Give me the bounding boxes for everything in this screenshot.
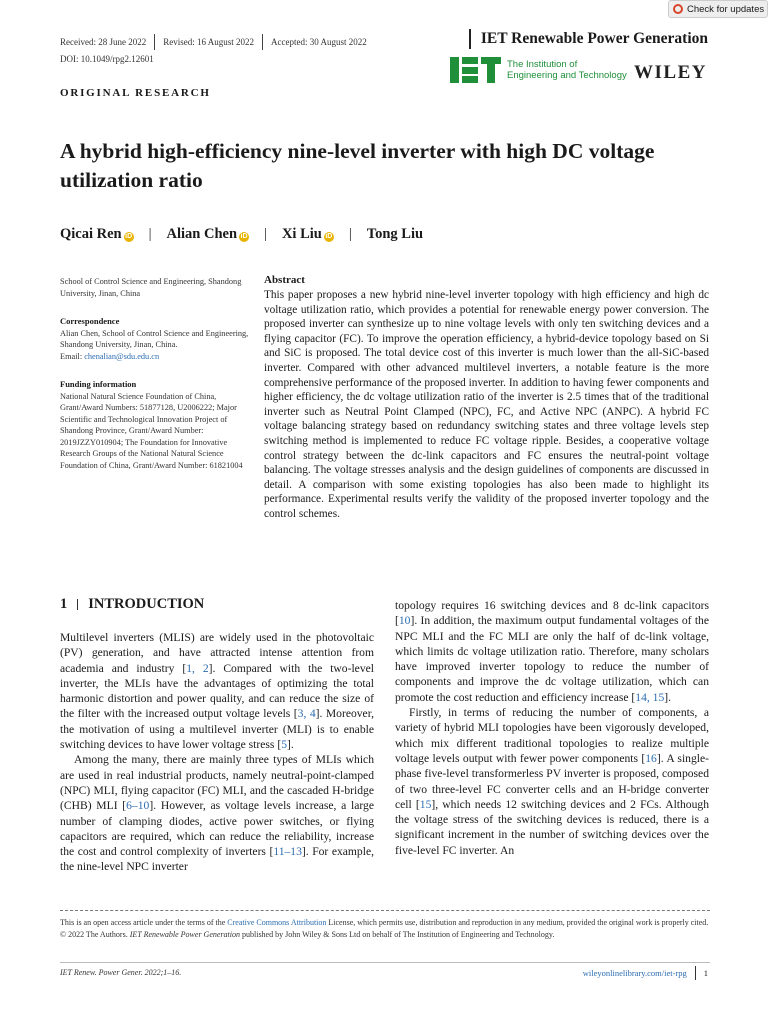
journal-italic: IET Renewable Power Generation — [129, 929, 240, 939]
revised-date: Revised: 16 August 2022 — [163, 37, 254, 47]
doi[interactable]: DOI: 10.1049/rpg2.12601 — [60, 54, 154, 64]
orcid-icon[interactable]: iD — [125, 233, 133, 240]
wiley-logo: WILEY — [634, 62, 707, 83]
journal-url-link[interactable]: wileyonlinelibrary.com/iet-rpg — [582, 968, 687, 978]
body-column-right — [395, 598, 709, 858]
iet-logo — [450, 57, 627, 83]
affiliation-text: School of Control Science and Engineering, Shandong University, Jinan, China — [60, 277, 242, 298]
iet-logo-icon — [450, 57, 501, 83]
author[interactable] — [367, 226, 423, 243]
citation-link[interactable]: 6–10 — [126, 799, 150, 813]
orcid-icon[interactable]: iD — [240, 233, 248, 240]
author-name: Xi Liu — [281, 226, 322, 242]
paragraph: Multilevel inverters (MLIS) are widely used in the photovoltaic (PV) generation, and have attracted intense attention from academia and industry [1, 2]. Compared with the two-level inverter, the MLIs have the advantages of optimizing the total harmonic distortion and power quality, and can reduce the size of the filter with the increased output voltage levels [3, 4]. Moreover, the motivation of using a multilevel inverter (MLI) is to enable switching devices to have lower voltage stress [5]. — [60, 631, 374, 752]
author-separator: | — [264, 226, 267, 242]
license-notice — [60, 917, 710, 940]
received-date: Received: 28 June 2022 — [60, 37, 147, 47]
iet-line-1: The Institution of — [507, 59, 578, 70]
affiliation — [60, 276, 250, 299]
author[interactable] — [282, 226, 334, 243]
author-name: Alian Chen — [166, 226, 238, 242]
citation-link[interactable]: 5 — [281, 738, 287, 752]
abstract-heading: Abstract — [264, 274, 305, 286]
divider — [695, 966, 696, 980]
section-heading — [60, 596, 204, 613]
crossmark-icon — [673, 4, 683, 14]
paragraph: topology requires 16 switching devices and 8 dc-link capacitors [10]. In addition, the maximum output fundamental voltages of the NPC MLI and the FC MLI are only the half of dc-link voltage, which limits dc voltage utilization ratio. Therefore, many scholars have improved inverter topology to reduce the number of components and improve the dc voltage utilization, which can promote the cost reduction and efficiency increase [14, 15]. — [395, 599, 709, 704]
journal-name: IET Renewable Power Generation — [480, 30, 708, 47]
section-title: INTRODUCTION — [88, 596, 205, 612]
body-column-left — [60, 630, 374, 875]
section-number: 1 — [60, 596, 68, 612]
article-dates — [60, 34, 367, 50]
email-line — [60, 351, 250, 363]
check-for-updates-button[interactable] — [668, 0, 768, 18]
email-link[interactable]: chenalian@sdu.edu.cn — [84, 351, 160, 361]
citation-link[interactable]: 1, 2 — [186, 661, 209, 675]
divider — [262, 34, 263, 50]
funding-heading: Funding information — [60, 379, 137, 389]
citation-link[interactable]: 14, 15 — [635, 690, 665, 704]
email-label: Email: — [60, 351, 85, 361]
iet-logo-text — [507, 59, 627, 81]
article-type: ORIGINAL RESEARCH — [60, 87, 211, 99]
citation-link[interactable]: 10 — [398, 614, 411, 628]
author-separator: | — [148, 226, 152, 242]
divider — [77, 599, 78, 610]
divider — [154, 34, 155, 50]
author-name: Tong Liu — [366, 226, 424, 242]
author-name: Qicai Ren — [60, 226, 122, 242]
article-title: A hybrid high-efficiency nine-level inverter with high DC voltage utilization ratio — [60, 139, 655, 192]
accepted-date: Accepted: 30 August 2022 — [271, 37, 367, 47]
license-divider — [60, 910, 710, 911]
divider — [469, 29, 471, 49]
author-list — [60, 226, 423, 243]
correspondence-text: Alian Chen, School of Control Science and Engineering, Shandong University, Jinan, China. — [60, 328, 249, 349]
correspondence-heading: Correspondence — [60, 316, 120, 326]
paragraph: Firstly, in terms of reducing the number of components, a variety of hybrid MLI topologies have been vigorously developed, which mix different traditional topologies to realize multiple voltage levels output with fewer power components [16]. A single-phase five-level transformerless PV inverter is proposed, composed of two three-level FC converter cells and an H-bridge converter cell [15], which needs 12 switching devices and 2 FCs. Although the voltage stress of the switching devices is reduced, there is a significant increment in the number of switching devices over the five-level FC inverter. An — [395, 706, 709, 857]
citation-link[interactable]: 16 — [645, 751, 657, 765]
footer-right — [583, 966, 708, 980]
footer-citation: IET Renew. Power Gener. 2022;1–16. — [60, 968, 182, 977]
funding-text: National Natural Science Foundation of China, Grant/Award Numbers: 51877128, U2006222; Major Scientific and Technological Innovation Project of Shandong Province, Grant/Award Number: 2019JZZY010904; The Foundation for Innovative Research Groups of the National Natural Science Foundation of China, Grant/Award Number: 61821004 — [60, 391, 243, 470]
page-number: 1 — [703, 968, 708, 978]
author[interactable] — [167, 226, 250, 243]
author[interactable] — [60, 226, 134, 243]
citation-link[interactable]: 15 — [419, 797, 432, 811]
paragraph: Among the many, there are mainly three types of MLIs which are used in real industrial products, namely neutral-point-clamped (NPC) MLI, flying capacitor (FC) MLI, and the cascaded H-bridge (CHB) MLI [6–10]. However, as voltage levels increase, a large number of clamping diodes, active power switches, or flying capacitors are required, which can reduce the reliability, increase the cost and control complexity of inverters [11–13]. For example, the nine-level NPC inverter — [60, 753, 374, 874]
footer-rule — [60, 962, 710, 963]
iet-line-2: Engineering and Technology — [507, 70, 627, 81]
journal-name-header — [469, 29, 708, 49]
check-for-updates-label: Check for updates — [687, 3, 765, 15]
funding-information — [60, 379, 250, 471]
citation-link[interactable]: 3, 4 — [297, 707, 316, 721]
copyright-line: © 2022 The Authors. IET Renewable Power Generation published by John Wiley & Sons Ltd on behalf of The Institution of Engineering and Technology. — [60, 929, 555, 939]
citation-link[interactable]: 11–13 — [273, 845, 302, 859]
abstract-text: This paper proposes a new hybrid nine-level inverter topology with high efficiency and high dc voltage utilization ratio, which provides a potential for renewable energy power conversion. The proposed inverter can synthesize up to nine voltage levels with only ten switching devices and a flying capacitor (FC). To improve the operation efficiency, a hybrid-device topology based on Si and SiC is proposed. The total device cost of this inverter is much lower than the all-SiC-based inverter. Compared with other advanced multilevel inverters, a notable feature is the more comprehensive performance of the proposed inverter. In addition to having fewer components and higher efficiency, the dc voltage utilization ratio of the inverter is 2.5 times that of the traditional inverter such as Neutral Point Clamped (NPC), FC, and Active NPC (ANPC). A hybrid FC voltage balancing strategy based on redundancy switching states and three voltage levels step switching method is implemented to reduce FC voltage ripple. Besides, a cooperative voltage control strategy between the dc-link capacitors and FC ensures the neutral-point voltage balancing. The voltage stresses analysis and the design guidelines of components are discussed in detail. A comparison with some existing topologies has also been made to highlight its performance. Experimental results verify the validity of the proposed inverter topology and the control schemes. — [264, 289, 709, 520]
license-line: This is an open access article under the terms of the Creative Commons Attribution License, which permits use, distribution and reproduction in any medium, provided the original work is properly cited. — [60, 918, 709, 927]
author-separator: | — [348, 226, 352, 242]
abstract — [264, 274, 709, 522]
orcid-icon[interactable]: iD — [325, 233, 333, 240]
license-link[interactable]: Creative Commons Attribution — [227, 918, 327, 927]
correspondence — [60, 316, 250, 362]
